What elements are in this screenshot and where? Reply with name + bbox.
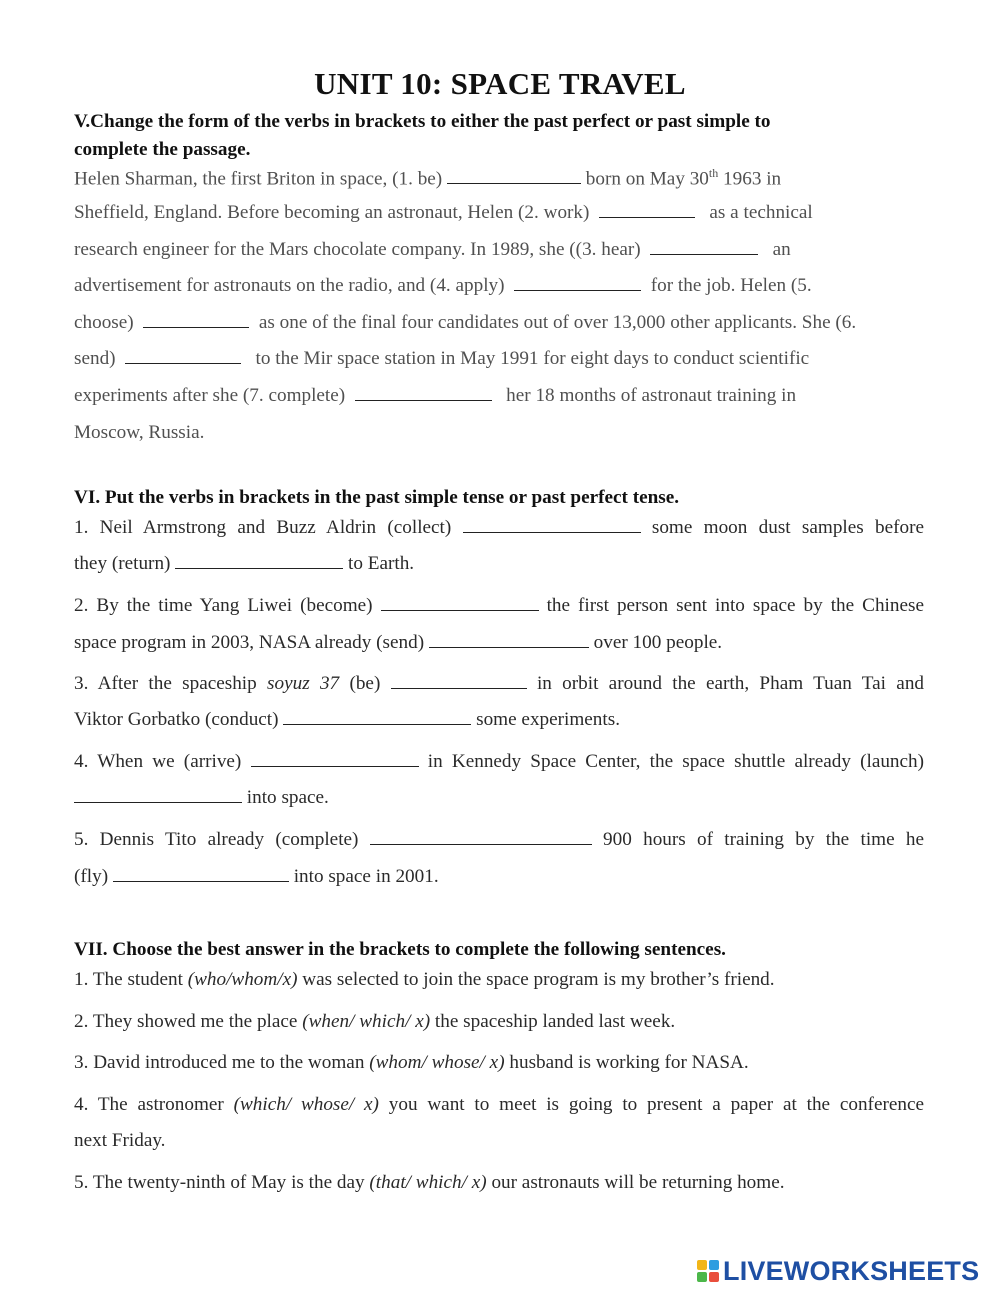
answer-blank-6-4a[interactable] [251, 752, 419, 767]
section-6-heading: VI. Put the verbs in brackets in the past simple tense or past perfect tense. [74, 487, 680, 508]
passage-line: Sheffield, England. Before becoming an astronaut, Helen (2. work) as a technical [74, 202, 813, 223]
exercise-line: 1. Neil Armstrong and Buzz Aldrin (collect) some moon dust samples before [74, 517, 925, 538]
passage-line: send) to the Mir space station in May 1991 for eight days to conduct scientific [74, 348, 810, 369]
passage-line: experiments after she (7. complete) her 18 months of astronaut training in [74, 385, 797, 406]
answer-blank-2[interactable] [599, 203, 695, 218]
exercise-line: space program in 2003, NASA already (send) over 100 people. [74, 632, 723, 653]
exercise-line: they (return) to Earth. [74, 553, 415, 574]
logo-tile-red [709, 1272, 719, 1282]
exercise-line: 1. The student (who/whom/x) was selected to join the space program is my brother’s friend. [74, 969, 775, 990]
exercise-line: 2. They showed me the place (when/ which/ x) the spaceship landed last week. [74, 1011, 676, 1032]
answer-blank-4[interactable] [514, 276, 641, 291]
exercise-line: (fly) into space in 2001. [74, 866, 439, 887]
logo-tile-green [697, 1272, 707, 1282]
answer-blank-6-1a[interactable] [463, 518, 641, 533]
section-5-heading [74, 108, 771, 164]
choice-options[interactable]: (whom/ whose/ x) [369, 1052, 505, 1073]
answer-blank-6-4b[interactable] [74, 788, 242, 803]
choice-options[interactable]: (who/whom/x) [187, 969, 298, 990]
answer-blank-6-5b[interactable] [113, 867, 289, 882]
answer-blank-1[interactable] [447, 169, 581, 184]
answer-blank-3[interactable] [650, 240, 758, 255]
logo-tile-yellow [697, 1260, 707, 1270]
passage-line: research engineer for the Mars chocolate company. In 1989, she ((3. hear) an [74, 239, 791, 260]
exercise-line: Viktor Gorbatko (conduct) some experiments. [74, 709, 620, 730]
section-7-heading: VII. Choose the best answer in the brackets to complete the following sentences. [74, 939, 726, 960]
passage-line: Helen Sharman, the first Briton in space, (1. be) born on May 30th 1963 in [74, 166, 782, 190]
liveworksheets-logo [697, 1256, 979, 1286]
exercise-line: into space. [74, 787, 329, 809]
exercise-line: 3. After the spaceship soyuz 37 (be) in orbit around the earth, Pham Tuan Tai and [74, 673, 925, 694]
passage-line: Moscow, Russia. [74, 422, 205, 443]
choice-options[interactable]: (which/ whose/ x) [233, 1094, 379, 1115]
answer-blank-6-5a[interactable] [370, 830, 592, 845]
exercise-line: 3. David introduced me to the woman (whom/ whose/ x) husband is working for NASA. [74, 1052, 749, 1073]
exercise-line: 5. Dennis Tito already (complete) 900 hours of training by the time he [74, 829, 924, 850]
answer-blank-6-2b[interactable] [429, 633, 589, 648]
section-5-heading-line2: complete the passage. [74, 139, 251, 160]
exercise-line: 4. The astronomer (which/ whose/ x) you want to meet is going to present a paper at the conference [74, 1094, 924, 1115]
choice-options[interactable]: (when/ which/ x) [302, 1011, 431, 1032]
exercise-line: next Friday. [74, 1130, 166, 1151]
passage-line: choose) as one of the final four candidates out of over 13,000 other applicants. She (6. [74, 312, 857, 333]
exercise-line: 2. By the time Yang Liwei (become) the first person sent into space by the Chinese [74, 595, 924, 616]
answer-blank-6-2a[interactable] [381, 596, 539, 611]
logo-text: LIVEWORKSHEETS [723, 1255, 980, 1286]
exercise-line: 4. When we (arrive) in Kennedy Space Center, the space shuttle already (launch) [74, 751, 925, 772]
page-title: UNIT 10: SPACE TRAVEL [314, 66, 686, 101]
passage-line: advertisement for astronauts on the radio, and (4. apply) for the job. Helen (5. [74, 275, 812, 296]
section-5-heading-line1: V.Change the form of the verbs in brackets to either the past perfect or past simple to [74, 111, 771, 132]
liveworksheets-logo-icon [697, 1260, 719, 1282]
answer-blank-6-1b[interactable] [175, 554, 343, 569]
answer-blank-5[interactable] [143, 313, 249, 328]
answer-blank-6-3a[interactable] [391, 674, 527, 689]
choice-options[interactable]: (that/ which/ x) [369, 1172, 487, 1193]
answer-blank-6[interactable] [125, 349, 241, 364]
answer-blank-7[interactable] [355, 386, 492, 401]
logo-tile-blue [709, 1260, 719, 1270]
answer-blank-6-3b[interactable] [283, 710, 471, 725]
exercise-line: 5. The twenty-ninth of May is the day (that/ which/ x) our astronauts will be returning home. [74, 1172, 785, 1193]
